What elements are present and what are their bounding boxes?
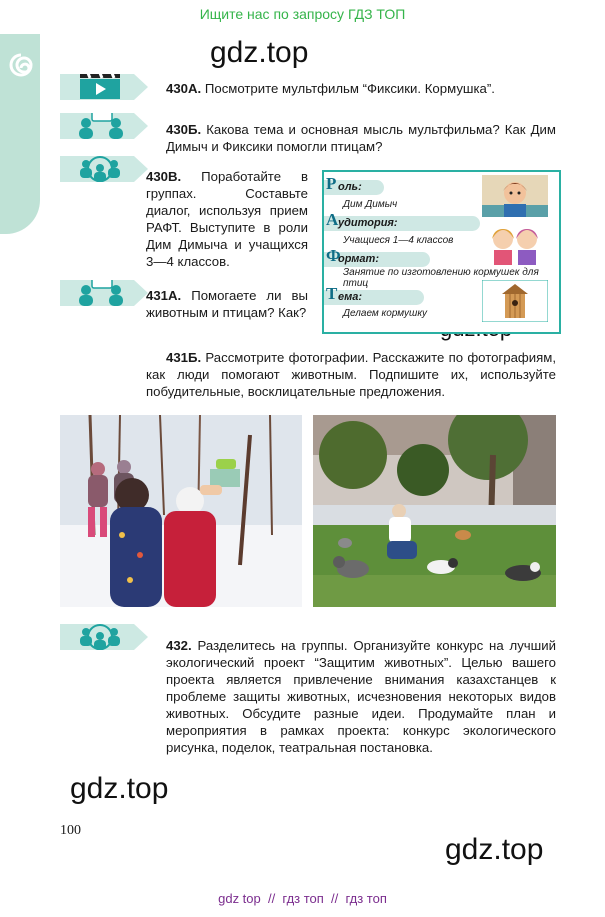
film-clapper-icon <box>60 74 148 100</box>
task-number: 430Б. <box>166 122 202 137</box>
raft-audience-label: удитория: <box>324 216 480 231</box>
raft-format-value: Занятие по изготовлению кормушек для птиц <box>343 267 539 289</box>
dialogue-pair-icon <box>60 113 148 139</box>
task-text: Какова тема и основная мысль мультфильма? Как Дим Димыч и Фиксики помогли птицам? <box>166 122 556 154</box>
task-431b <box>146 349 556 400</box>
task-432 <box>166 637 556 756</box>
cats-feeding-photo <box>313 415 556 607</box>
task-number: 431Б. <box>166 350 202 365</box>
raft-audience-letter: А <box>326 210 339 229</box>
task-text: Разделитесь на группы. Организуйте конкурс на лучший экологический проект “Защитим животных”. Целью вашего проекта является привлечение внимания казахстанцев к проблеме защиты животных, исчезновения некоторых видов животных. Обсудите разные идеи. Продумайте план и мероприятия в рамках проекта: конкурс экологического рисунка, поделок, театральная постановка. <box>166 638 556 755</box>
task-number: 430А. <box>166 81 202 96</box>
raft-theme-letter: Т <box>326 284 338 303</box>
birdhouse-image <box>482 280 548 322</box>
task-text: Помогаете ли вы животным и птицам? Как? <box>146 288 308 320</box>
dim-dimych-image <box>482 175 548 217</box>
dialogue-pair-icon <box>60 280 148 306</box>
raft-audience-value: Учащиеся 1—4 классов <box>343 235 454 246</box>
raft-role-value: Дим Димыч <box>343 199 398 210</box>
raft-theme-value: Делаем кормушку <box>343 308 428 319</box>
task-430b <box>166 121 556 155</box>
raft-role-letter: Р <box>326 174 337 193</box>
page-number: 100 <box>60 823 81 838</box>
raft-theme-label: ема: <box>324 290 424 305</box>
task-430a <box>166 80 556 97</box>
task-text: Рассмотрите фотографии. Расскажите по фотографиям, как люди помогают животным. Подпишите их, используйте побудительные, восклицательные предложения. <box>146 350 557 399</box>
winter-feeder-photo <box>60 415 302 607</box>
swirl-icon <box>8 52 34 78</box>
task-number: 430В. <box>146 169 182 184</box>
task-text: Поработайте в группах. Составьте диалог, используя прием РАФТ. Выступите в роли Дим Димыча и учащихся 3—4 классов. <box>146 169 308 269</box>
top-banner[interactable]: Ищите нас по запросу ГДЗ ТОП <box>199 6 406 22</box>
watermark: gdz.top <box>210 36 309 69</box>
footer-links[interactable]: gdz top // гдз топ // гдз топ <box>218 891 387 906</box>
task-431a <box>146 287 308 321</box>
group-work-icon <box>60 156 148 182</box>
watermark: gdz.top <box>445 833 544 866</box>
task-430v <box>146 168 308 270</box>
task-number: 432. <box>166 638 192 653</box>
students-image <box>482 221 548 265</box>
raft-role-label: оль: <box>324 180 384 195</box>
task-number: 431А. <box>146 288 182 303</box>
raft-format-label: ормат: <box>324 252 430 267</box>
group-work-icon <box>60 624 148 650</box>
raft-box <box>322 170 561 334</box>
raft-format-letter: Ф <box>326 246 341 265</box>
task-text: Посмотрите мультфильм “Фиксики. Кормушка”. <box>204 81 495 96</box>
watermark: gdz.top <box>70 772 169 805</box>
